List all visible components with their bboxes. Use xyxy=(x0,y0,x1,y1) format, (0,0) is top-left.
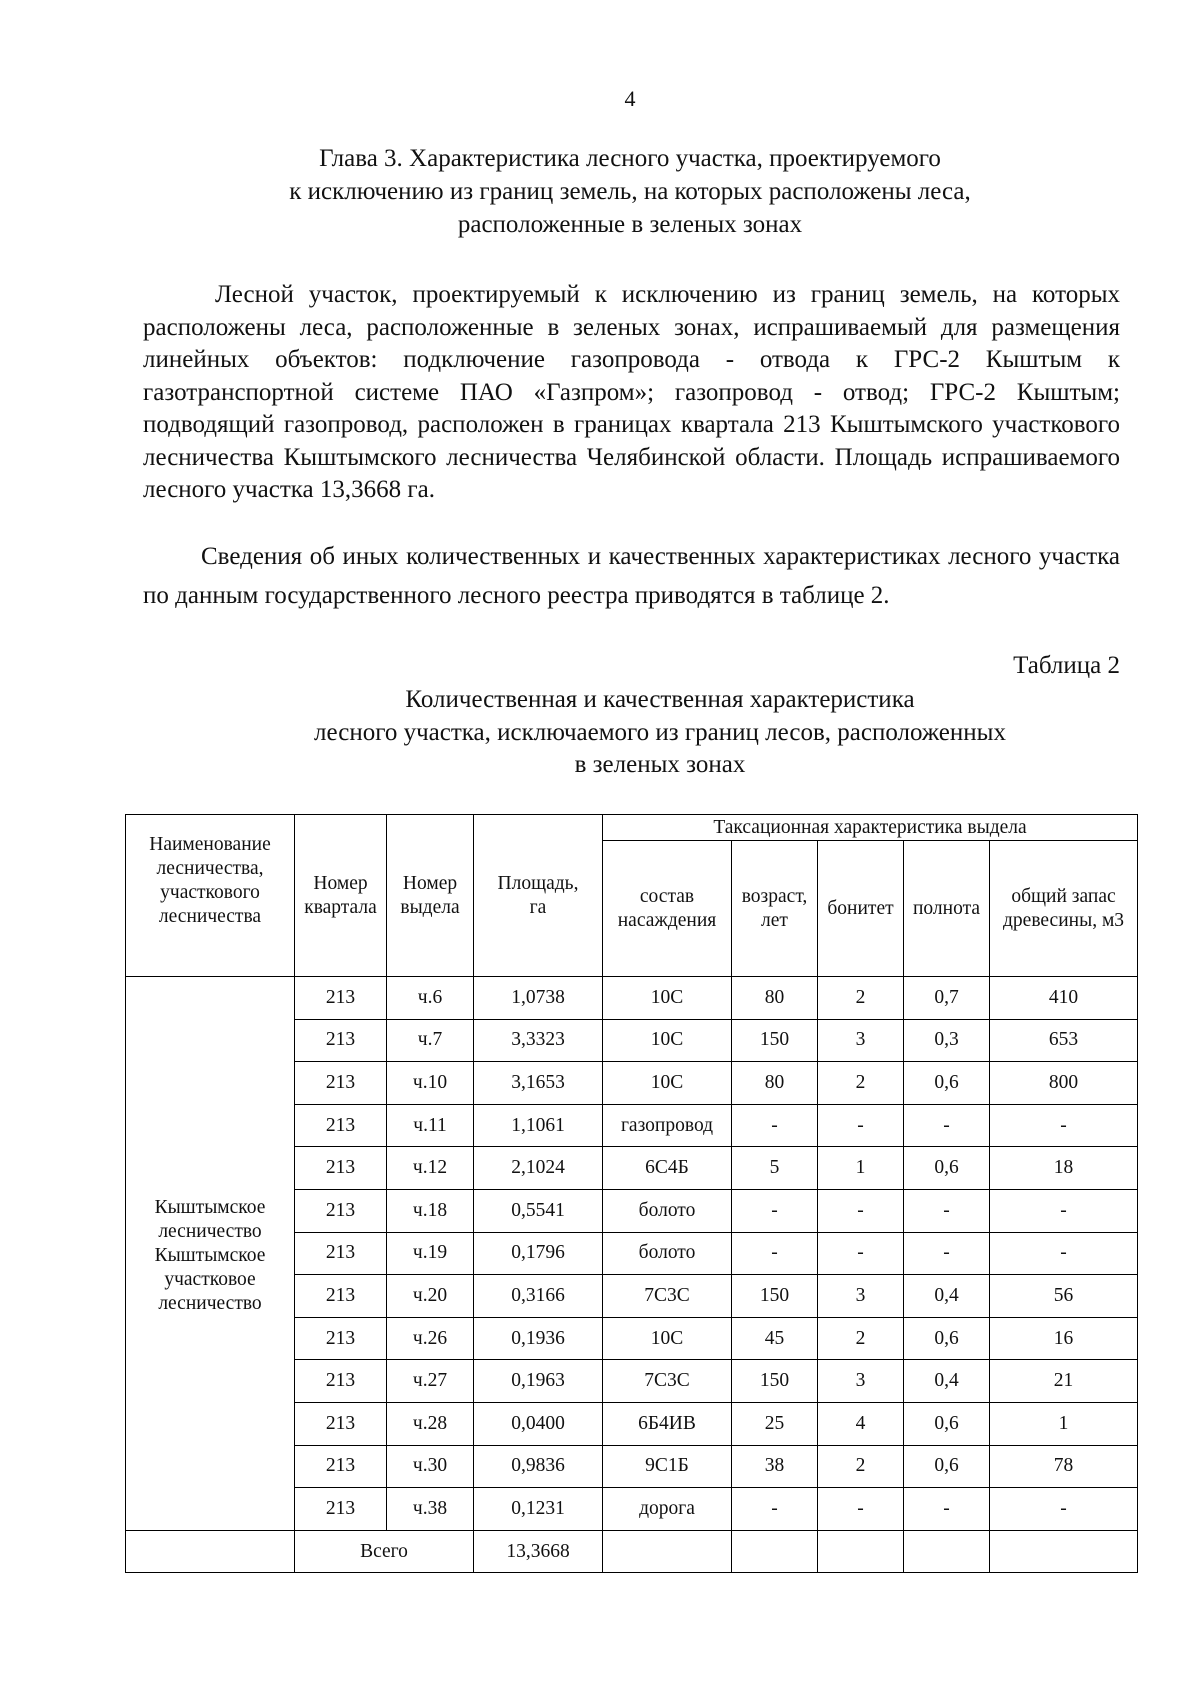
cell-composition: 10С xyxy=(603,977,732,1020)
cell-section: ч.11 xyxy=(387,1104,474,1147)
cell-density: 0,7 xyxy=(904,977,990,1020)
header-line: выдела xyxy=(400,896,460,918)
table-title-line: в зеленых зонах xyxy=(574,751,746,778)
cell-composition: 6Б4ИВ xyxy=(603,1402,732,1445)
header-line: общий запас xyxy=(1011,885,1116,907)
cell-section: ч.19 xyxy=(387,1232,474,1275)
cell-bonitet: 1 xyxy=(818,1147,904,1190)
cell-composition: 10С xyxy=(603,1317,732,1360)
cell-bonitet: 4 xyxy=(818,1402,904,1445)
cell-stock: - xyxy=(990,1104,1138,1147)
header-line: Номер xyxy=(402,872,458,894)
cell-composition: дорога xyxy=(603,1488,732,1531)
header-line: Номер xyxy=(313,872,368,894)
header-line: Площадь, xyxy=(497,872,579,894)
cell-area: 1,1061 xyxy=(474,1104,603,1147)
paragraph-forest-plot-description: Лесной участок, проектируемый к исключению из границ земель, на которых расположены леса, расположенные в зеленых зонах, испрашиваемый для размещения линейных объектов: подключение газопровода - отвода к ГРС-2 Кыштым к газотранспортной системе ПАО «Газпром»; газопровод - отвод; ГРС-2 Кыштым; подводящий газопровод, расположен в границах квартала 213 Кыштымского участкового лесничества Кыштымского лесничества Челябинской области. Площадь испрашиваемого лесного участка 13,3668 га. xyxy=(143,281,1120,503)
header-line: лесничества, xyxy=(156,858,264,879)
cell-age: 38 xyxy=(732,1445,818,1488)
header-line: Наименование xyxy=(149,834,271,855)
cell-section: ч.12 xyxy=(387,1147,474,1190)
cell-age: 25 xyxy=(732,1402,818,1445)
cell-stock: 410 xyxy=(990,977,1138,1020)
cell-density: - xyxy=(904,1104,990,1147)
cell-section: ч.6 xyxy=(387,977,474,1020)
cell-bonitet: - xyxy=(818,1232,904,1275)
cell-quarter: 213 xyxy=(295,1445,387,1488)
header-forestry-name xyxy=(126,815,295,977)
cell-area: 0,0400 xyxy=(474,1402,603,1445)
table-title-line: лесного участка, исключаемого из границ лесов, расположенных xyxy=(314,718,1006,746)
cell-section: ч.7 xyxy=(387,1019,474,1062)
chapter-title-line: Глава 3. Характеристика лесного участка, проектируемого xyxy=(319,145,941,172)
header-composition xyxy=(603,841,732,977)
header-line: га xyxy=(529,896,547,918)
cell-empty xyxy=(603,1530,732,1573)
cell-empty xyxy=(904,1530,990,1573)
cell-bonitet: 3 xyxy=(818,1275,904,1318)
cell-section: ч.20 xyxy=(387,1275,474,1318)
cell-quarter: 213 xyxy=(295,1317,387,1360)
cell-quarter: 213 xyxy=(295,1275,387,1318)
cell-stock: 16 xyxy=(990,1317,1138,1360)
cell-quarter: 213 xyxy=(295,1062,387,1105)
cell-density: 0,6 xyxy=(904,1445,990,1488)
cell-section: ч.27 xyxy=(387,1360,474,1403)
cell-composition: 10С xyxy=(603,1062,732,1105)
cell-quarter: 213 xyxy=(295,1189,387,1232)
paragraph-table-reference: Сведения об иных количественных и качественных характеристиках лесного участка по данным государственного лесного реестра приводятся в таблице 2. xyxy=(143,543,1120,609)
chapter-title-line: расположенные в зеленых зонах xyxy=(457,211,803,238)
forestry-name-line: лесничество xyxy=(158,1293,262,1315)
cell-bonitet: - xyxy=(818,1189,904,1232)
cell-area: 0,9836 xyxy=(474,1445,603,1488)
header-line: лет xyxy=(761,909,788,931)
table-total-row xyxy=(126,1530,1138,1573)
cell-quarter: 213 xyxy=(295,1147,387,1190)
cell-density: 0,6 xyxy=(904,1402,990,1445)
cell-section: ч.30 xyxy=(387,1445,474,1488)
header-line: лесничества xyxy=(158,906,262,927)
cell-section: ч.38 xyxy=(387,1488,474,1531)
cell-age: 80 xyxy=(732,977,818,1020)
cell-bonitet: - xyxy=(818,1104,904,1147)
cell-density: - xyxy=(904,1232,990,1275)
cell-composition: 7С3С xyxy=(603,1360,732,1403)
forestry-name-line: участковое xyxy=(164,1269,256,1291)
header-age xyxy=(732,841,818,977)
page-number: 4 xyxy=(624,86,636,111)
header-line: насаждения xyxy=(617,909,717,931)
cell-density: 0,6 xyxy=(904,1147,990,1190)
cell-stock: - xyxy=(990,1488,1138,1531)
table-body xyxy=(126,977,1138,1573)
cell-stock: - xyxy=(990,1232,1138,1275)
cell-age: 150 xyxy=(732,1360,818,1403)
cell-quarter: 213 xyxy=(295,1402,387,1445)
header-line: состав xyxy=(639,885,695,907)
cell-density: - xyxy=(904,1189,990,1232)
table-title xyxy=(180,684,1140,782)
cell-bonitet: 3 xyxy=(818,1360,904,1403)
cell-bonitet: - xyxy=(818,1488,904,1531)
cell-density: 0,6 xyxy=(904,1317,990,1360)
cell-stock: 18 xyxy=(990,1147,1138,1190)
cell-area: 1,0738 xyxy=(474,977,603,1020)
header-timber-stock xyxy=(990,841,1138,977)
header-line: квартала xyxy=(304,896,377,918)
cell-area: 0,3166 xyxy=(474,1275,603,1318)
header-taxation-group: Таксационная характеристика выдела xyxy=(603,815,1138,841)
cell-density: - xyxy=(904,1488,990,1531)
header-area xyxy=(474,815,603,977)
cell-total-label: Всего xyxy=(295,1530,474,1573)
table-label: Таблица 2 xyxy=(1013,652,1120,679)
cell-stock: 1 xyxy=(990,1402,1138,1445)
header-section-number xyxy=(387,815,474,977)
cell-quarter: 213 xyxy=(295,1488,387,1531)
cell-composition: болото xyxy=(603,1232,732,1275)
cell-empty xyxy=(732,1530,818,1573)
cell-quarter: 213 xyxy=(295,1360,387,1403)
cell-empty xyxy=(818,1530,904,1573)
cell-age: 150 xyxy=(732,1019,818,1062)
cell-bonitet: 2 xyxy=(818,1317,904,1360)
cell-section: ч.28 xyxy=(387,1402,474,1445)
table-row xyxy=(126,977,1138,1020)
cell-quarter: 213 xyxy=(295,1232,387,1275)
cell-age: 150 xyxy=(732,1275,818,1318)
cell-section: ч.10 xyxy=(387,1062,474,1105)
cell-density: 0,4 xyxy=(904,1360,990,1403)
forestry-name-line: Кыштымское xyxy=(154,1197,266,1219)
cell-density: 0,6 xyxy=(904,1062,990,1105)
cell-age: - xyxy=(732,1189,818,1232)
cell-area: 2,1024 xyxy=(474,1147,603,1190)
cell-area: 0,5541 xyxy=(474,1189,603,1232)
cell-composition: болото xyxy=(603,1189,732,1232)
header-line: древесины, м3 xyxy=(1003,909,1125,931)
cell-stock: 653 xyxy=(990,1019,1138,1062)
cell-section: ч.18 xyxy=(387,1189,474,1232)
cell-age: - xyxy=(732,1488,818,1531)
cell-bonitet: 2 xyxy=(818,1062,904,1105)
forestry-name-line: Кыштымское xyxy=(154,1245,266,1267)
cell-total-area: 13,3668 xyxy=(474,1530,603,1573)
header-line: возраст, xyxy=(741,885,808,907)
cell-area: 0,1796 xyxy=(474,1232,603,1275)
cell-composition: 10С xyxy=(603,1019,732,1062)
table-header-row xyxy=(126,815,1138,841)
cell-density: 0,4 xyxy=(904,1275,990,1318)
forestry-name-line: лесничество xyxy=(158,1221,262,1243)
header-bonitet: бонитет xyxy=(818,841,904,977)
chapter-title-line: к исключению из границ земель, на которых расположены леса, xyxy=(289,178,971,205)
cell-empty xyxy=(126,1530,295,1573)
cell-quarter: 213 xyxy=(295,1104,387,1147)
cell-composition: 6С4Б xyxy=(603,1147,732,1190)
cell-age: - xyxy=(732,1232,818,1275)
cell-stock: 78 xyxy=(990,1445,1138,1488)
cell-bonitet: 3 xyxy=(818,1019,904,1062)
cell-density: 0,3 xyxy=(904,1019,990,1062)
cell-bonitet: 2 xyxy=(818,1445,904,1488)
cell-empty xyxy=(990,1530,1138,1573)
header-density: полнота xyxy=(904,841,990,977)
cell-bonitet: 2 xyxy=(818,977,904,1020)
cell-age: 5 xyxy=(732,1147,818,1190)
cell-age: - xyxy=(732,1104,818,1147)
cell-area: 3,1653 xyxy=(474,1062,603,1105)
cell-area: 0,1231 xyxy=(474,1488,603,1531)
cell-stock: 56 xyxy=(990,1275,1138,1318)
chapter-title xyxy=(140,142,1120,241)
forestry-name-cell xyxy=(126,977,295,1531)
cell-stock: 21 xyxy=(990,1360,1138,1403)
header-quarter-number xyxy=(295,815,387,977)
cell-quarter: 213 xyxy=(295,1019,387,1062)
cell-stock: 800 xyxy=(990,1062,1138,1105)
cell-composition: 9С1Б xyxy=(603,1445,732,1488)
header-line: участкового xyxy=(160,882,260,903)
cell-section: ч.26 xyxy=(387,1317,474,1360)
cell-quarter: 213 xyxy=(295,977,387,1020)
cell-composition: 7С3С xyxy=(603,1275,732,1318)
table-title-line: Количественная и качественная характеристика xyxy=(405,686,915,713)
cell-area: 0,1963 xyxy=(474,1360,603,1403)
cell-stock: - xyxy=(990,1189,1138,1232)
cell-age: 45 xyxy=(732,1317,818,1360)
cell-area: 0,1936 xyxy=(474,1317,603,1360)
cell-age: 80 xyxy=(732,1062,818,1105)
forest-characteristics-table xyxy=(125,814,1138,1573)
cell-composition: газопровод xyxy=(603,1104,732,1147)
cell-area: 3,3323 xyxy=(474,1019,603,1062)
